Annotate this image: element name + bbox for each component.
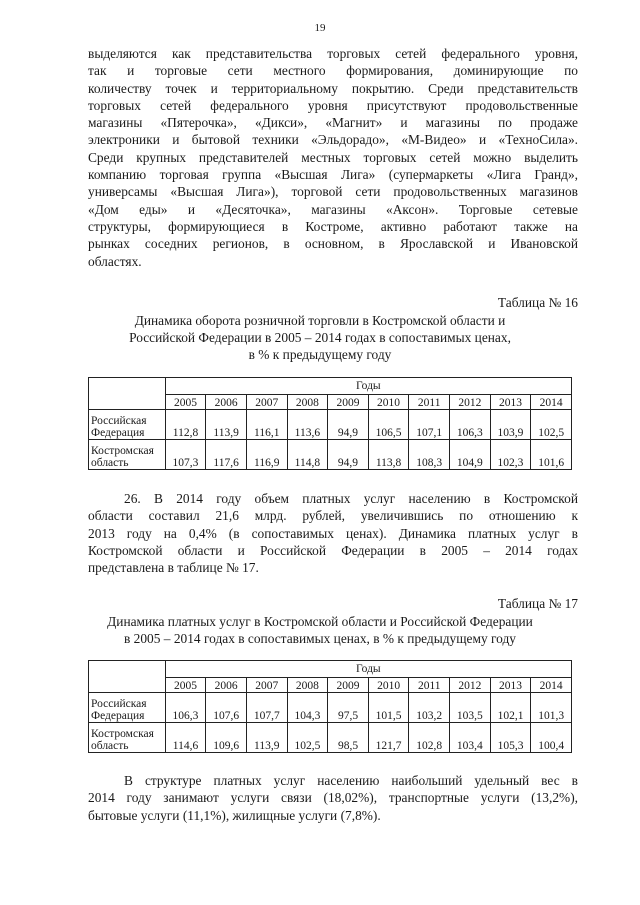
year-cell: 2006 — [206, 395, 247, 410]
value-cell: 105,3 — [490, 723, 531, 753]
value-cell: 94,9 — [328, 410, 369, 440]
value-cell: 103,5 — [450, 693, 491, 723]
row-label-line: Федерация — [91, 427, 145, 439]
table16 — [88, 377, 572, 470]
text-line: торговых сетей федерального уровня присутствуют продовольственные — [88, 97, 578, 113]
text-line: количеству точек и территориальному покрытию. Среди представительств — [88, 80, 578, 96]
year-cell: 2012 — [450, 395, 491, 410]
text-line: выделяются как представительства торговых сетей федерального уровня, — [88, 46, 578, 61]
value-cell: 113,9 — [246, 723, 287, 753]
text-line: 2014 году занимают услуги связи (18,02%), транспортные услуги (13,2%), — [88, 790, 578, 806]
value-cell: 113,9 — [206, 410, 247, 440]
text-line: так и торговые сети местного формирования, доминирующие по — [88, 63, 578, 79]
table17-title — [60, 613, 580, 647]
row-label — [89, 693, 166, 723]
title-line: Российской Федерации в 2005 – 2014 годах в сопоставимых ценах, — [129, 330, 511, 345]
value-cell: 104,9 — [450, 440, 491, 470]
year-cell: 2011 — [409, 678, 450, 693]
value-cell: 114,6 — [165, 723, 206, 753]
text-line: Костромской области и Российской Федерации в 2005 – 2014 годах — [88, 542, 578, 558]
value-cell: 107,7 — [246, 693, 287, 723]
value-cell: 102,5 — [531, 410, 572, 440]
year-cell: 2014 — [531, 678, 572, 693]
year-cell: 2011 — [409, 395, 450, 410]
text-line: областях. — [88, 253, 142, 269]
value-cell: 114,8 — [287, 440, 328, 470]
year-cell: 2013 — [490, 678, 531, 693]
value-cell: 107,1 — [409, 410, 450, 440]
value-cell: 109,6 — [206, 723, 247, 753]
table-row — [89, 440, 572, 470]
value-cell: 103,4 — [450, 723, 491, 753]
table17 — [88, 660, 572, 753]
value-cell: 107,6 — [206, 693, 247, 723]
row-label — [89, 410, 166, 440]
intro-paragraph — [88, 45, 578, 270]
value-cell: 102,1 — [490, 693, 531, 723]
value-cell: 102,8 — [409, 723, 450, 753]
row-label — [89, 440, 166, 470]
text-line: электроники и бытовой техники «Эльдорадо», «М-Видео» и «ТехноСила». — [88, 132, 578, 148]
value-cell: 116,9 — [246, 440, 287, 470]
corner-cell — [89, 378, 166, 410]
value-cell: 97,5 — [328, 693, 369, 723]
value-cell: 104,3 — [287, 693, 328, 723]
year-cell: 2005 — [165, 678, 206, 693]
text-line: представлена в таблице № 17. — [88, 560, 259, 576]
value-cell: 102,3 — [490, 440, 531, 470]
years-header: Годы — [165, 378, 571, 395]
year-cell: 2009 — [328, 678, 369, 693]
value-cell: 101,3 — [531, 693, 572, 723]
row-label-line: Костромская — [91, 728, 154, 740]
value-cell: 108,3 — [409, 440, 450, 470]
value-cell: 106,5 — [368, 410, 409, 440]
value-cell: 121,7 — [368, 723, 409, 753]
row-label-line: Федерация — [91, 710, 145, 722]
value-cell: 116,1 — [246, 410, 287, 440]
closing-paragraph — [88, 772, 578, 824]
value-cell: 107,3 — [165, 440, 206, 470]
year-cell: 2005 — [165, 395, 206, 410]
year-cell: 2008 — [287, 678, 328, 693]
value-cell: 101,6 — [531, 440, 572, 470]
table17-label: Таблица № 17 — [497, 596, 578, 611]
value-cell: 102,5 — [287, 723, 328, 753]
year-cell: 2012 — [450, 678, 491, 693]
year-cell: 2010 — [368, 678, 409, 693]
value-cell: 103,2 — [409, 693, 450, 723]
row-label-line: область — [91, 740, 129, 752]
text-line: компанию торговая группа «Высшая Лига» (супермаркеты «Лига Гранд», — [88, 167, 578, 183]
row-label-line: область — [91, 457, 129, 469]
value-cell: 100,4 — [531, 723, 572, 753]
table-header-row — [89, 378, 572, 395]
text-line: рынках соседних регионов, в основном, в Ярославской и Ивановской — [88, 236, 578, 252]
value-cell: 94,9 — [328, 440, 369, 470]
table16-title — [60, 312, 580, 363]
text-line: магазины «Пятерочка», «Дикси», «Магнит» и магазины по продаже — [88, 115, 578, 131]
value-cell: 98,5 — [328, 723, 369, 753]
text-line: структуры, формирующиеся в Костроме, активно работают также на — [88, 218, 578, 234]
title-line: в 2005 – 2014 годах в сопоставимых ценах, в % к предыдущему году — [124, 631, 516, 646]
year-cell: 2014 — [531, 395, 572, 410]
row-label-line: Костромская — [91, 445, 154, 457]
value-cell: 117,6 — [206, 440, 247, 470]
title-line: Динамика оборота розничной торговли в Костромской области и — [134, 313, 506, 328]
row-label-line: Российская — [91, 698, 147, 710]
year-cell: 2008 — [287, 395, 328, 410]
row-label — [89, 723, 166, 753]
text-line: универсамы «Высшая Лига»), торговой сети продовольственных магазинов — [88, 184, 578, 200]
corner-cell — [89, 661, 166, 693]
value-cell: 113,8 — [368, 440, 409, 470]
table-header-row — [89, 661, 572, 678]
text-line: 26. В 2014 году объем платных услуг населению в Костромской — [124, 491, 578, 506]
value-cell: 112,8 — [165, 410, 206, 440]
years-header: Годы — [165, 661, 571, 678]
year-cell: 2007 — [246, 395, 287, 410]
text-line: 2013 году на 0,4% (в сопоставимых ценах). Динамика платных услуг в — [88, 525, 578, 541]
value-cell: 106,3 — [165, 693, 206, 723]
value-cell: 113,6 — [287, 410, 328, 440]
table16-label: Таблица № 16 — [497, 295, 578, 310]
section-26-paragraph — [88, 490, 578, 576]
title-line: в % к предыдущему году — [248, 347, 392, 362]
text-line: Среди крупных представителей местных торговых сетей можно выделить — [88, 149, 578, 165]
value-cell: 103,9 — [490, 410, 531, 440]
table-row — [89, 723, 572, 753]
text-line: области составил 21,6 млрд. рублей, увеличившись по отношению к — [88, 508, 578, 524]
year-cell: 2007 — [246, 678, 287, 693]
year-cell: 2009 — [328, 395, 369, 410]
year-cell: 2013 — [490, 395, 531, 410]
row-label-line: Российская — [91, 415, 147, 427]
value-cell: 101,5 — [368, 693, 409, 723]
title-line: Динамика платных услуг в Костромской области и Российской Федерации — [107, 614, 533, 629]
year-cell: 2010 — [368, 395, 409, 410]
year-cell: 2006 — [206, 678, 247, 693]
page-number: 19 — [314, 22, 326, 34]
text-line: «Дом еды» и «Десяточка», магазины «Аксон». Торговые сетевые — [88, 201, 578, 217]
text-line: бытовые услуги (11,1%), жилищные услуги (7,8%). — [88, 807, 381, 823]
table-row — [89, 693, 572, 723]
value-cell: 106,3 — [450, 410, 491, 440]
table-row — [89, 410, 572, 440]
text-line: В структуре платных услуг населению наибольший удельный вес в — [124, 773, 578, 788]
